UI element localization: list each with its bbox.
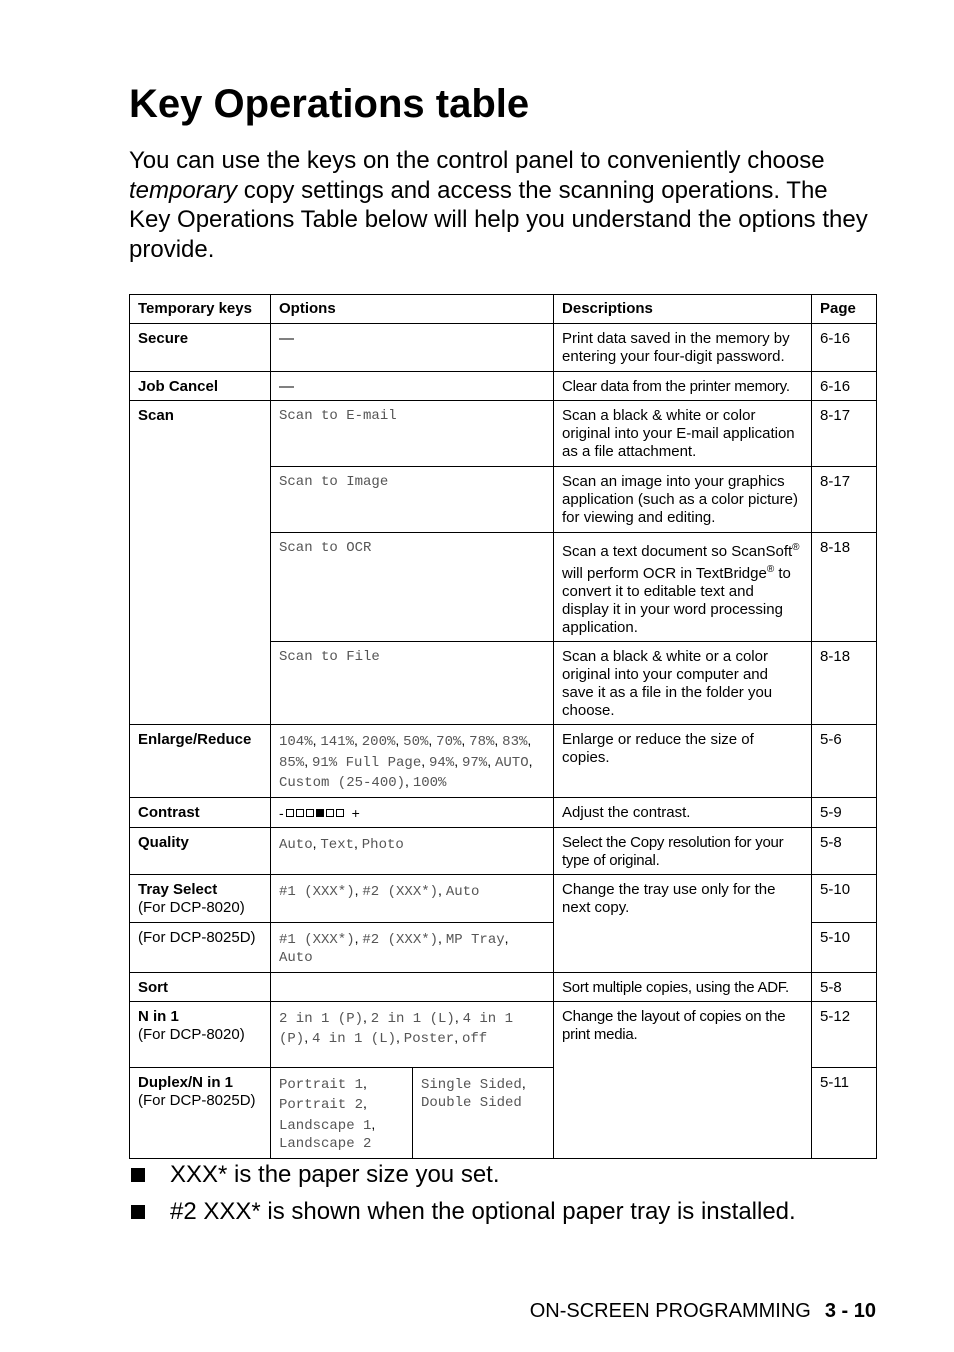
- list-item: #2 XXX* is shown when the optional paper tray is installed.: [129, 1193, 796, 1230]
- intro-emphasis: temporary: [129, 176, 238, 204]
- description-cell: Change the layout of copies on the print media.: [554, 1001, 812, 1158]
- table-row: [130, 401, 877, 467]
- page-cell: 8-17: [812, 467, 877, 533]
- description-cell: Sort multiple copies, using the ADF.: [554, 972, 812, 1001]
- registered-mark: ®: [792, 542, 800, 553]
- key-quality: Quality: [130, 827, 271, 874]
- page-cell: 5-6: [812, 725, 877, 798]
- key-operations-table: [129, 294, 877, 1159]
- plus-sign: +: [351, 804, 360, 821]
- option-cell-layout: Portrait 1, Portrait 2, Landscape 1, Landscape 2: [271, 1067, 413, 1158]
- option-cell: [271, 972, 554, 1001]
- page-cell: 5-8: [812, 827, 877, 874]
- intro-text-1: You can use the keys on the control panel to conveniently choose: [129, 147, 825, 174]
- key-duplex-n-in-1: Duplex/N in 1 (For DCP-8025D): [130, 1067, 271, 1158]
- table-row: [130, 874, 877, 922]
- list-item: XXX* is the paper size you set.: [129, 1156, 796, 1193]
- page-cell: 5-10: [812, 874, 877, 922]
- description-cell: Clear data from the printer memory.: [554, 372, 812, 401]
- square-bullet-icon: [131, 1168, 145, 1182]
- option-cell: #1 (XXX*), #2 (XXX*), MP Tray, Auto: [271, 922, 554, 972]
- key-enlarge-reduce: Enlarge/Reduce: [130, 725, 271, 798]
- contrast-level-box: [326, 809, 334, 817]
- option-cell: Auto, Text, Photo: [271, 827, 554, 874]
- table-row: [130, 372, 877, 401]
- description-cell: Select the Copy resolution for your type of original.: [554, 827, 812, 874]
- contrast-level-box: [296, 809, 304, 817]
- page-footer: [530, 1300, 876, 1323]
- header-options: Options: [271, 295, 554, 324]
- model-label: (For DCP-8025D): [130, 922, 271, 972]
- table-header-row: [130, 295, 877, 324]
- key-scan: Scan: [130, 401, 271, 725]
- intro-text-2: copy settings and access the scanning operations. The Key Operations Table below will help you understand the options they provide.: [129, 176, 868, 263]
- page-cell: 8-18: [812, 533, 877, 642]
- footer-page-number: 3 - 10: [824, 1300, 876, 1322]
- contrast-scale: [271, 797, 554, 827]
- key-contrast: Contrast: [130, 797, 271, 827]
- contrast-level-box: [306, 809, 314, 817]
- square-bullet-icon: [131, 1205, 145, 1219]
- page-cell: 6-16: [812, 372, 877, 401]
- description-cell: Adjust the contrast.: [554, 797, 812, 827]
- description-cell: Scan a black & white or a color original into your computer and save it as a file in the folder you choose.: [554, 642, 812, 725]
- page-cell: 5-12: [812, 1001, 877, 1067]
- table-row: [130, 324, 877, 372]
- key-sort: Sort: [130, 972, 271, 1001]
- page-cell: 8-18: [812, 642, 877, 725]
- footer-section: ON-SCREEN PROGRAMMING: [529, 1300, 811, 1322]
- header-page: Page: [812, 295, 877, 324]
- notes-list: [129, 1156, 796, 1230]
- contrast-level-box: [286, 809, 294, 817]
- option-cell: Scan to E-mail: [271, 401, 554, 467]
- option-cell-sides: Single Sided, Double Sided: [413, 1067, 554, 1158]
- page-cell: 5-10: [812, 922, 877, 972]
- table-row: [130, 797, 877, 827]
- page-title: Key Operations table: [129, 82, 530, 126]
- option-cell: #1 (XXX*), #2 (XXX*), Auto: [271, 874, 554, 922]
- description-cell: Scan an image into your graphics application (such as a color picture) for viewing and editing.: [554, 467, 812, 533]
- registered-mark: ®: [766, 564, 775, 575]
- key-tray-select: Tray Select (For DCP-8020): [130, 874, 271, 922]
- description-cell: Scan a text document so ScanSoft® will perform OCR in TextBridge® to convert it to editable text and display it in your word processing application.: [554, 533, 812, 642]
- header-descriptions: Descriptions: [554, 295, 812, 324]
- description-cell: Enlarge or reduce the size of copies.: [554, 725, 812, 798]
- option-cell: Scan to File: [271, 642, 554, 725]
- page-cell: 8-17: [812, 401, 877, 467]
- key-n-in-1: N in 1 (For DCP-8020): [130, 1001, 271, 1067]
- page-cell: 5-8: [812, 972, 877, 1001]
- page-cell: 5-9: [812, 797, 877, 827]
- option-cell: Scan to Image: [271, 467, 554, 533]
- table-row: [130, 1001, 877, 1067]
- description-cell: Scan a black & white or color original into your E-mail application as a file attachment.: [554, 401, 812, 467]
- page-cell: 6-16: [812, 324, 877, 372]
- table-row: [130, 725, 877, 798]
- table-row: [130, 827, 877, 874]
- option-cell: 104%, 141%, 200%, 50%, 70%, 78%, 83%, 85%, 91% Full Page, 94%, 97%, AUTO, Custom (25-400), 100%: [271, 725, 554, 798]
- key-secure: Secure: [130, 324, 271, 372]
- contrast-level-box-selected: [316, 809, 324, 817]
- header-temporary-keys: Temporary keys: [130, 295, 271, 324]
- description-cell: Print data saved in the memory by entering your four-digit password.: [554, 324, 812, 372]
- description-cell: Change the tray use only for the next copy.: [554, 874, 812, 972]
- table-row: [130, 972, 877, 1001]
- page-cell: 5-11: [812, 1067, 877, 1158]
- option-cell: Scan to OCR: [271, 533, 554, 642]
- minus-sign: -: [279, 804, 284, 821]
- option-cell: —: [271, 324, 554, 372]
- option-cell: 2 in 1 (P), 2 in 1 (L), 4 in 1 (P), 4 in 1 (L), Poster, off: [271, 1001, 554, 1067]
- contrast-level-box: [336, 809, 344, 817]
- key-job-cancel: Job Cancel: [130, 372, 271, 401]
- intro-paragraph: [129, 146, 869, 264]
- option-cell: —: [271, 372, 554, 401]
